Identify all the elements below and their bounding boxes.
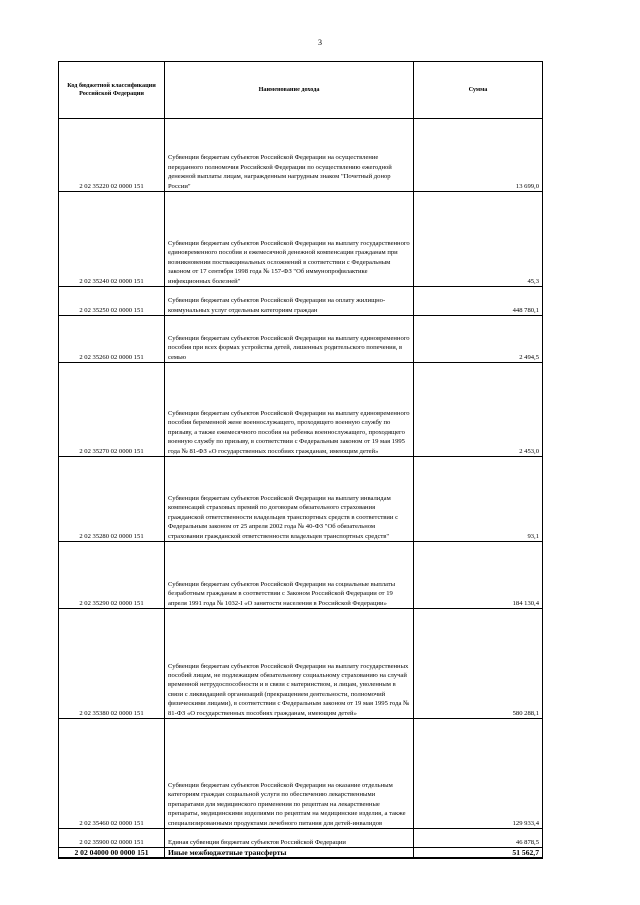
row-code-cell: 2 02 35260 02 0000 151	[59, 316, 165, 363]
row-name-cell: Субвенции бюджетам субъектов Российской Федерации на социальные выплаты безработным гражданам в соответствии с Законом Российской Федерации от 19 апреля 1991 года № 1032-I «О занятости населения в Российской Федерации»	[165, 542, 414, 609]
row-name-cell: Субвенции бюджетам субъектов Российской Федерации на оказание отдельным категориям граждан социальной услуги по обеспечению лекарственными препаратами для медицинского применения по рецептам на лекарственные препараты, медицинскими изделиями по рецептам на медицинские изделия, а также специализированными продуктами лечебного питания для детей-инвалидов	[165, 719, 414, 829]
row-code-cell: 2 02 35250 02 0000 151	[59, 287, 165, 316]
row-name-cell: Субвенции бюджетам субъектов Российской Федерации на выплату государственных пособий лицам, не подлежащим обязательному социальному страхованию на случай временной нетрудоспособности и в связи с материнством, и лицам, уволенным в связи с ликвидацией организаций (прекращением деятельности, полномочий физическими лицами), в соответствии с Федеральным законом от 19 мая 1995 года № 81-ФЗ «О государственных пособиях гражданам, имеющим детей»	[165, 609, 414, 719]
table-row	[59, 192, 543, 287]
header-code: Код бюджетной классификации Российской Федерации	[59, 62, 165, 119]
header-sum: Сумма	[414, 62, 543, 119]
row-sum-cell: 51 562,7	[414, 848, 543, 859]
row-sum-cell: 93,1	[414, 457, 543, 542]
table-row	[59, 119, 543, 192]
row-name-cell: Единая субвенция бюджетам субъектов Российской Федерации	[165, 829, 414, 848]
row-name-cell: Субвенции бюджетам субъектов Российской Федерации на осуществление переданного полномочия Российской Федерации по осуществлению ежегодной денежной выплаты лицам, награжденным нагрудным знаком "Почетный донор России"	[165, 119, 414, 192]
table-row	[59, 316, 543, 363]
row-code-cell: 2 02 35380 02 0000 151	[59, 609, 165, 719]
row-sum-cell: 2 494,5	[414, 316, 543, 363]
row-name-cell: Субвенции бюджетам субъектов Российской Федерации на выплату государственного единовременного пособия и ежемесячной денежной компенсации гражданам при возникновении поствакцинальных осложнений в соответствии с Федеральным законом от 17 сентября 1998 года № 157-ФЗ "Об иммунопрофилактике инфекционных болезней"	[165, 192, 414, 287]
row-code-cell: 2 02 35240 02 0000 151	[59, 192, 165, 287]
table-row	[59, 363, 543, 457]
row-code-cell: 2 02 35220 02 0000 151	[59, 119, 165, 192]
header-name: Наименование дохода	[165, 62, 414, 119]
row-code-cell: 2 02 35900 02 0000 151	[59, 829, 165, 848]
row-code-cell: 2 02 35280 02 0000 151	[59, 457, 165, 542]
row-code-cell: 2 02 35270 02 0000 151	[59, 363, 165, 457]
table-row	[59, 609, 543, 719]
table-row	[59, 719, 543, 829]
row-name-cell: Субвенции бюджетам субъектов Российской Федерации на выплату единовременного пособия при всех формах устройства детей, лишенных родительского попечения, в семью	[165, 316, 414, 363]
row-sum-cell: 448 780,1	[414, 287, 543, 316]
row-sum-cell: 580 288,1	[414, 609, 543, 719]
row-name-cell: Субвенции бюджетам субъектов Российской Федерации на оплату жилищно-коммунальных услуг отдельным категориям граждан	[165, 287, 414, 316]
table-row	[59, 287, 543, 316]
row-name-cell: Субвенции бюджетам субъектов Российской Федерации на выплату инвалидам компенсаций страховых премий по договорам обязательного страхования гражданской ответственности владельцев транспортных средств в соответствии с Федеральным законом от 25 апреля 2002 года № 40-ФЗ "Об обязательном страховании гражданской ответственности владельцев транспортных средств"	[165, 457, 414, 542]
table-header-row	[59, 62, 543, 119]
table-row	[59, 848, 543, 859]
row-sum-cell: 129 933,4	[414, 719, 543, 829]
table-row	[59, 542, 543, 609]
row-sum-cell: 2 453,0	[414, 363, 543, 457]
row-sum-cell: 13 699,0	[414, 119, 543, 192]
row-sum-cell: 46 878,5	[414, 829, 543, 848]
table-row	[59, 457, 543, 542]
budget-table	[58, 61, 543, 859]
row-sum-cell: 184 130,4	[414, 542, 543, 609]
page-number: 3	[318, 38, 322, 47]
row-code-cell: 2 02 35460 02 0000 151	[59, 719, 165, 829]
table-row	[59, 829, 543, 848]
row-code-cell: 2 02 04000 00 0000 151	[59, 848, 165, 859]
row-sum-cell: 45,3	[414, 192, 543, 287]
row-code-cell: 2 02 35290 02 0000 151	[59, 542, 165, 609]
table-body	[59, 119, 543, 859]
row-name-cell: Иные межбюджетные трансферты	[165, 848, 414, 859]
row-name-cell: Субвенции бюджетам субъектов Российской Федерации на выплату единовременного пособия беременной жене военнослужащего, проходящего военную службу по призыву, а также ежемесячного пособия на ребенка военнослужащего, проходящего военную службу по призыву, в соответствии с Федеральным законом от 19 мая 1995 года № 81-ФЗ «О государственных пособиях гражданам, имеющим детей»	[165, 363, 414, 457]
